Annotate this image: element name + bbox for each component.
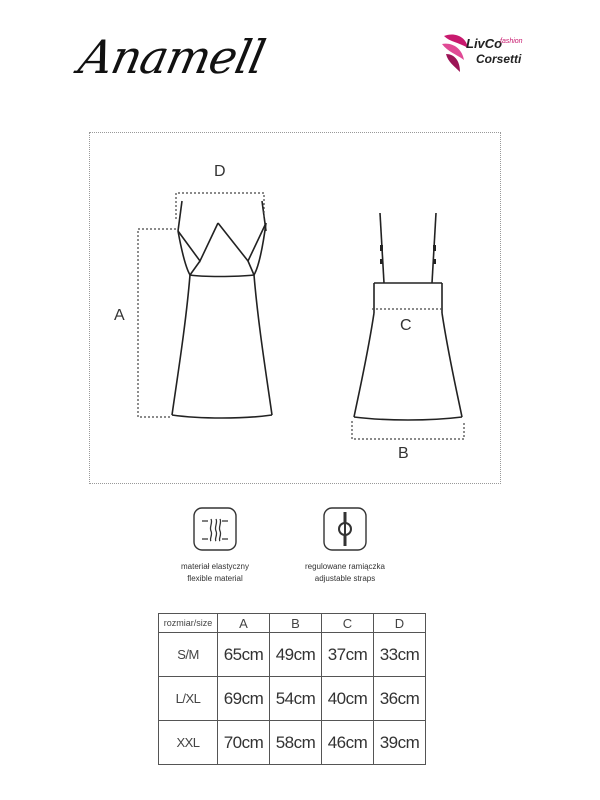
table-cell: 39cm <box>374 721 426 765</box>
feature-label-en: adjustable straps <box>314 574 376 583</box>
product-name: Anamell <box>74 30 270 84</box>
adjustable-strap-icon <box>320 504 370 554</box>
brand-corsetti: Corsetti <box>476 52 522 66</box>
feature-adjustable-straps <box>270 504 420 583</box>
dimension-a-marker <box>138 229 176 417</box>
column-header-c: C <box>322 614 374 633</box>
size-label: XXL <box>159 721 218 765</box>
table-cell: 70cm <box>218 721 270 765</box>
label-b: B <box>398 445 409 462</box>
table-cell: 65cm <box>218 633 270 677</box>
column-header-a: A <box>218 614 270 633</box>
table-cell: 36cm <box>374 677 426 721</box>
label-d: D <box>214 163 226 180</box>
strap-adjusters <box>380 245 436 264</box>
measurement-diagram <box>89 132 501 484</box>
size-table-header <box>159 614 426 633</box>
feature-label-en: flexible material <box>187 574 243 583</box>
label-a: A <box>114 307 125 324</box>
size-label: L/XL <box>159 677 218 721</box>
column-header-d: D <box>374 614 426 633</box>
table-cell: 46cm <box>322 721 374 765</box>
size-label: S/M <box>159 633 218 677</box>
column-header-b: B <box>270 614 322 633</box>
front-garment-outline <box>172 201 272 418</box>
table-cell: 33cm <box>374 633 426 677</box>
table-cell: 58cm <box>270 721 322 765</box>
table-row <box>159 721 426 765</box>
garment-outlines <box>90 133 502 485</box>
brand-logo <box>438 28 548 80</box>
table-cell: 49cm <box>270 633 322 677</box>
table-row <box>159 677 426 721</box>
brand-livco: LivCo <box>466 36 503 51</box>
dimension-d-marker <box>176 193 264 219</box>
feature-flexible-material <box>140 504 290 583</box>
label-c: C <box>400 317 412 334</box>
table-cell: 40cm <box>322 677 374 721</box>
brand-tag: fashion <box>500 38 523 45</box>
feature-label-pl: regulowane ramiączka <box>304 562 386 571</box>
size-table-corner: rozmiar/size <box>159 614 218 633</box>
size-table <box>158 613 426 765</box>
table-row <box>159 633 426 677</box>
table-cell: 54cm <box>270 677 322 721</box>
table-cell: 69cm <box>218 677 270 721</box>
table-cell: 37cm <box>322 633 374 677</box>
elastic-material-icon <box>190 504 240 554</box>
dimension-b-marker <box>352 421 464 439</box>
feature-label-pl: materiał elastyczny <box>180 562 250 571</box>
